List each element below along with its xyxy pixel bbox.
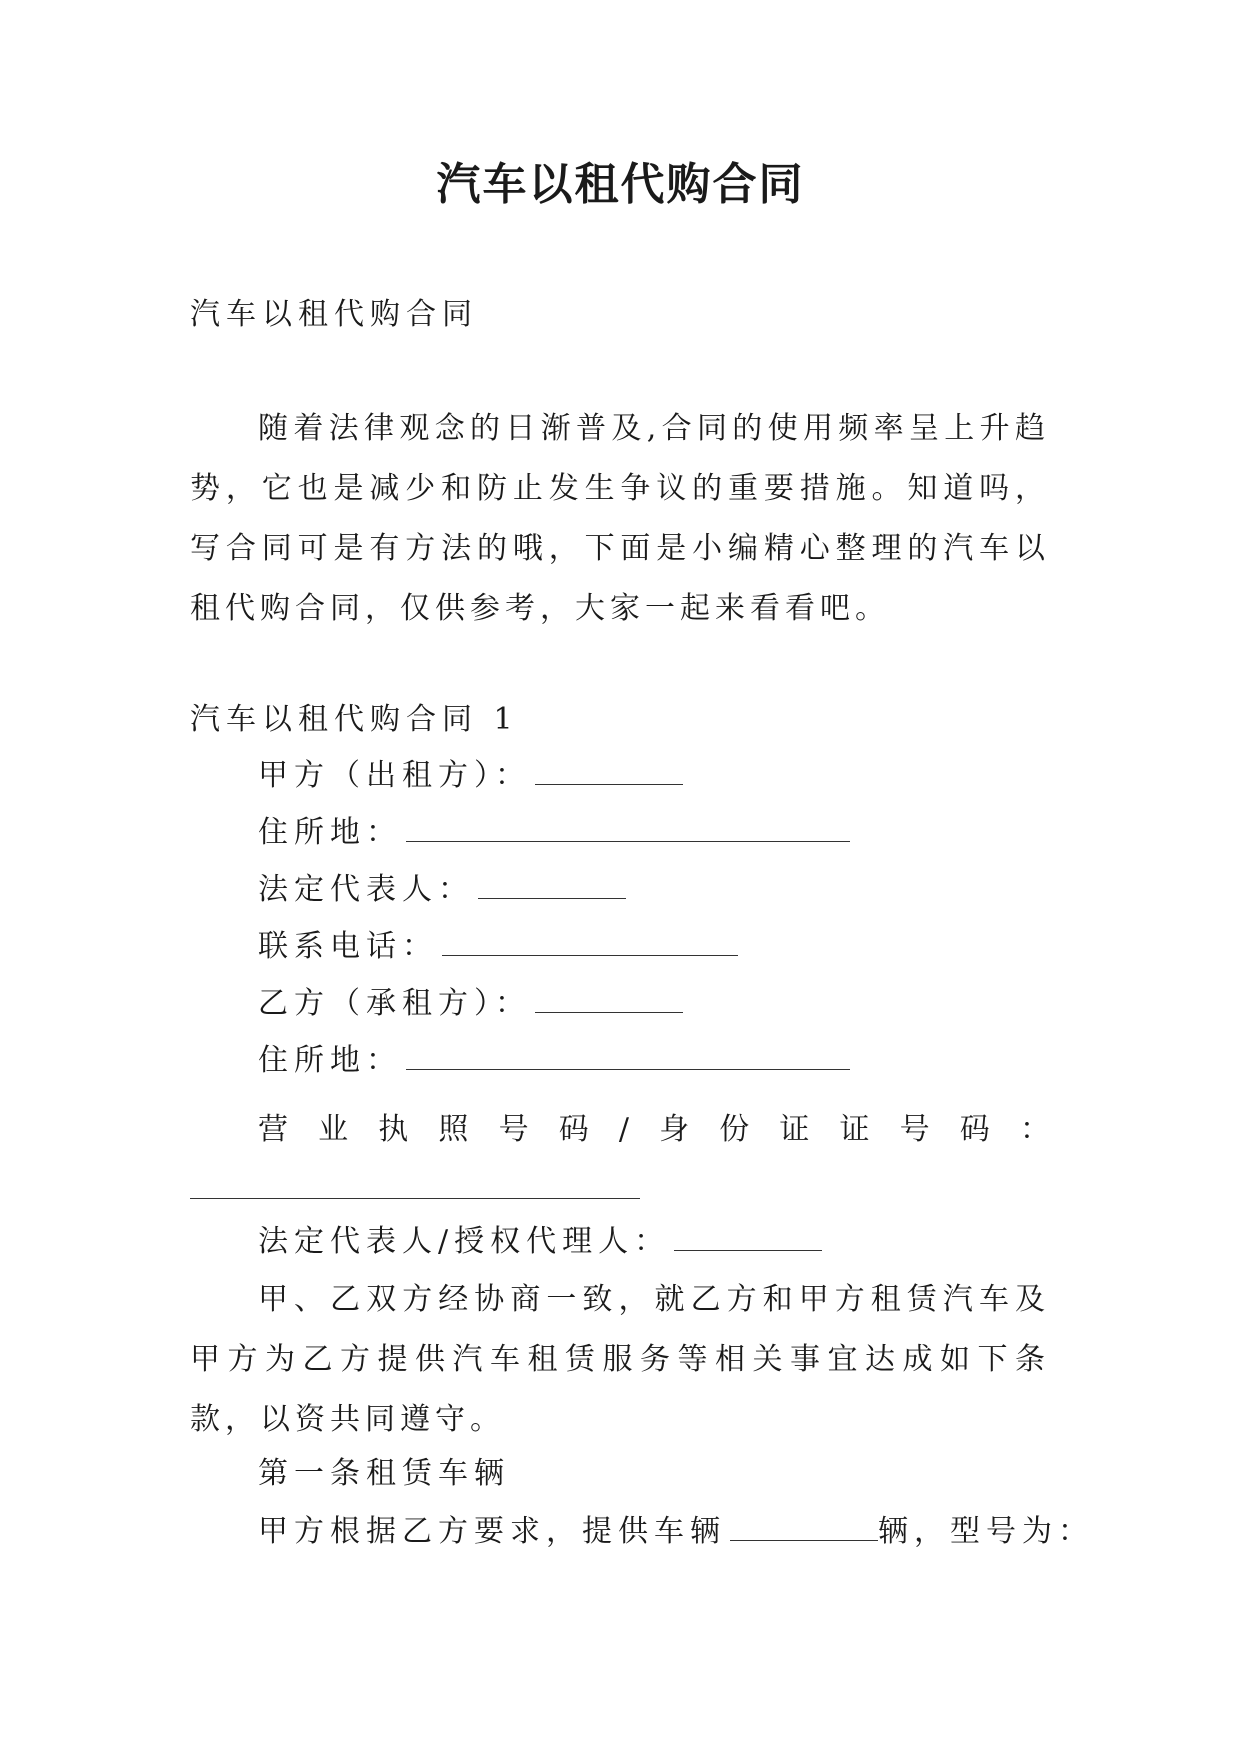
legal-rep-a-blank [478, 870, 626, 899]
address-a-label: 住所地： [258, 815, 402, 850]
license-char: 份 [719, 1112, 750, 1147]
license-char: ： [1019, 1112, 1050, 1147]
legal-rep-b-label: 法定代表人/授权代理人： [258, 1224, 671, 1259]
article-1-title: 第一条租赁车辆 [258, 1456, 510, 1491]
legal-rep-a-label: 法定代表人： [258, 872, 474, 907]
license-char: 照 [438, 1112, 469, 1147]
article-1-text-b: 辆，型号为： [878, 1514, 1094, 1549]
address-a-blank [406, 813, 850, 842]
document-title: 汽车以租代购合同 [436, 159, 805, 210]
article-1-text-a: 甲方根据乙方要求，提供车辆 [258, 1514, 726, 1549]
license-char: 执 [378, 1112, 409, 1147]
license-char: 营 [258, 1112, 288, 1147]
section-heading: 汽车以租代购合同 1 [190, 702, 519, 737]
license-char: 证 [779, 1112, 810, 1147]
article-1-text [258, 1512, 1094, 1552]
phone-label: 联系电话： [258, 929, 438, 964]
license-char: 业 [318, 1112, 349, 1147]
phone-blank [442, 927, 738, 956]
license-char: / [618, 1112, 629, 1147]
party-b-label: 乙方（承租方）： [258, 986, 531, 1021]
license-id-label [258, 1110, 1050, 1150]
license-char: 码 [959, 1112, 990, 1147]
license-id-blank [190, 1198, 640, 1199]
legal-rep-a-field [258, 870, 626, 910]
license-char: 号 [498, 1112, 529, 1147]
vehicle-count-blank [730, 1512, 878, 1541]
party-b-blank [535, 984, 683, 1013]
party-a-field [258, 756, 683, 796]
address-b-label: 住所地： [258, 1043, 402, 1078]
party-a-blank [535, 756, 683, 785]
address-b-field [258, 1041, 850, 1081]
address-a-field [258, 813, 850, 853]
document-subtitle: 汽车以租代购合同 [190, 297, 478, 332]
address-b-blank [406, 1041, 850, 1070]
agreement-paragraph: 甲、乙双方经协商一致，就乙方和甲方租赁汽车及甲方为乙方提供汽车租赁服务等相关事宜达成如下条款，以资共同遵守。 [190, 1282, 1050, 1437]
license-char: 号 [899, 1112, 930, 1147]
intro-paragraph: 随着法律观念的日渐普及,合同的使用频率呈上升趋势，它也是减少和防止发生争议的重要措施。知道吗，写合同可是有方法的哦，下面是小编精心整理的汽车以租代购合同，仅供参考，大家一起来看看吧。 [190, 411, 1050, 626]
license-char: 码 [558, 1112, 589, 1147]
license-char: 身 [659, 1112, 690, 1147]
party-b-field [258, 984, 683, 1024]
legal-rep-b-blank [674, 1222, 822, 1251]
party-a-label: 甲方（出租方）： [258, 758, 531, 793]
legal-rep-b-field [258, 1222, 822, 1262]
phone-field [258, 927, 738, 967]
license-char: 证 [839, 1112, 870, 1147]
